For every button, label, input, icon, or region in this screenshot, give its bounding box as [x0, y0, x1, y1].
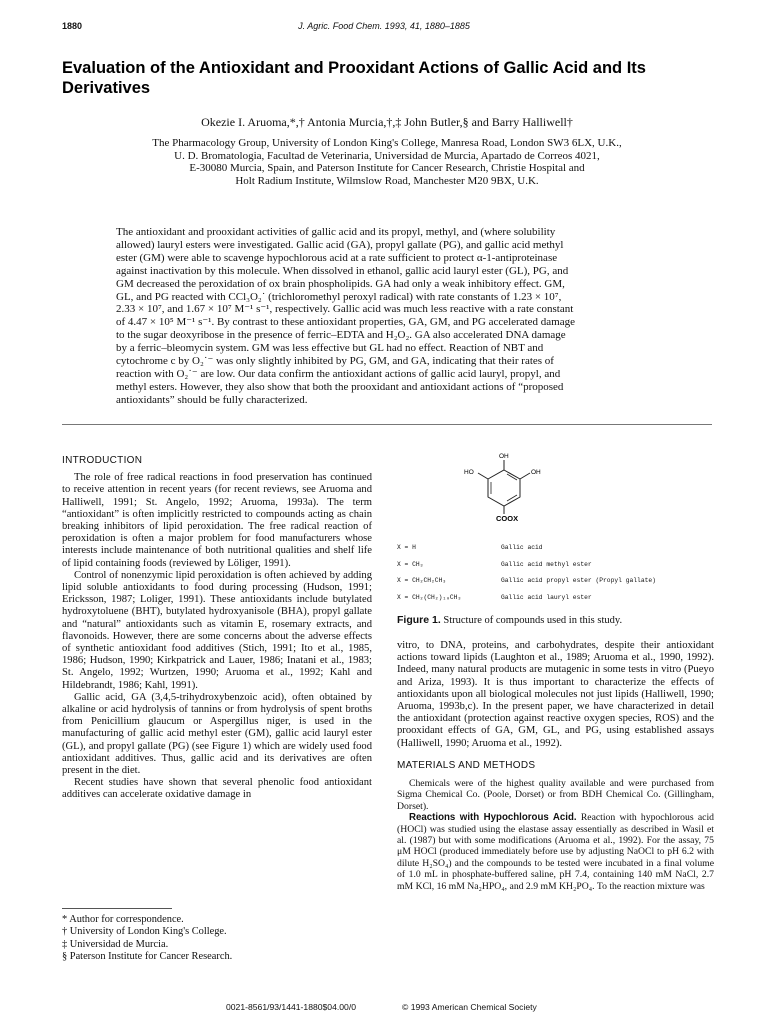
page-number: 1880: [62, 21, 83, 31]
substituent: X = H: [397, 544, 416, 551]
abstract-line: against inactivation by this molecule. When dissolved in ethanol, gallic acid lauryl ester (GL), PG, and: [116, 264, 569, 277]
footnote: ‡ Universidad de Murcia.: [62, 938, 169, 950]
gallic-acid-structure-diagram: [440, 450, 600, 530]
substituent: X = CH₂(CH₂)₁₀CH₃: [397, 593, 462, 601]
hocl-text: Reaction with hypochlorous acid (HOCl) was studied using the elastase assay essentially as described in Wasil et al. (1987) but with some modifications (Aruoma et al., 1992). For the assay, 75 μM HOCl (produced immediately before use by adjusting NaOCl to pH 6.2 with dilute H₂SO₄) and the compounds to be tested were incubated in a final volume of 1.0 mL in phosphate-buffered saline, pH 7.4, containing 140 mM NaCl, 2.7 mM KCl, 16 mM Na₂HPO₄, and 2.9 mM KH₂PO₄. To the reaction mixture was: [397, 812, 714, 892]
footnote: * Author for correspondence.: [62, 914, 184, 925]
journal-citation: J. Agric. Food Chem. 1993, 41, 1880–1885: [298, 21, 470, 31]
oh-top-label: OH: [499, 453, 509, 460]
abstract-line: to the sugar deoxyribose in the presence of ferric–EDTA and H₂O₂. GA also accelerated DNA damage: [116, 329, 566, 342]
article-title: Evaluation of the Antioxidant and Prooxidant Actions of Gallic Acid and Its Derivatives: [62, 59, 646, 97]
footnotes: [62, 914, 372, 964]
substituent: X = CH₂CH₂CH₃: [397, 577, 447, 584]
affiliation-line: The Pharmacology Group, University of London King's College, Manresa Road, London SW3 6LX, U.K.,: [152, 137, 622, 149]
intro-paragraph: Control of nonenzymic lipid peroxidation is often achieved by adding lipid soluble antioxidants to food during processing (Hudson, 1991; Ericksson, 1987; Loliger, 1991). These antioxidants include butylated hydroxytoluene (BHT), butylated hydroxyanisole (BHA), propyl gallate and “natural” antioxidants such as vitamin E, rosemary extracts, and flavonoids. However, there are some concerns about the adverse effects of synthetic antioxidant food additives (Stich, 1991; Ito et al., 1985, 1986; Hudson, 1990; Kirkpatrick and Lauer, 1986; Inatani et al., 1983; St. Angelo, 1992; Wurtzen, 1990; Aruoma et al., 1992; Kahl and Hildebrandt, 1986; Kahl, 1991).: [62, 569, 372, 691]
abstract-line: by a ferric–bleomycin system. GM was less effective but GL had no effect. Reaction of NBT and: [116, 342, 544, 355]
abstract-line: allowed) lauryl esters were investigated. Gallic acid (GA), propyl gallate (PG), and gallic acid methyl: [116, 238, 564, 251]
abstract-line: GM decreased the peroxidation of ox brain phospholipids. GA had only a weak inhibitory effect. GM,: [116, 277, 565, 290]
benzene-ring: [488, 470, 520, 506]
hocl-paragraph: [397, 812, 714, 892]
page-footer: [62, 1002, 712, 1014]
methods-heading: MATERIALS AND METHODS: [397, 759, 536, 771]
footnote-divider: [62, 908, 172, 909]
intro-paragraph: The role of free radical reactions in food preservation has continued to receive attention in recent years (for recent reviews, see Aruoma and Halliwell, 1991; St. Angelo, 1992; Aruoma, 1993a). The term “antioxidant” is often implicitly restricted to compounds acting as chain breaking inhibitors of lipid peroxidation. The free radical reaction of peroxidation is often a major problem for food manufacturers whose interests include maintenance of both nutritional qualities and shelf life of lipid containing foods (reviewed by Löliger, 1991).: [62, 472, 372, 569]
running-header: [62, 21, 706, 35]
compound-row: [397, 544, 727, 561]
compound-row: [397, 577, 727, 594]
figure-caption-text: Structure of compounds used in this study.: [443, 615, 623, 626]
right-column: [397, 640, 714, 892]
hocl-subheading: Reactions with Hypochlorous Acid.: [409, 812, 577, 824]
issn-code: 0021-8561/93/1441-1880$04.00/0: [226, 1002, 356, 1012]
footnote: § Paterson Institute for Cancer Research.: [62, 951, 233, 963]
compound-name: Gallic acid lauryl ester: [501, 593, 592, 601]
compound-row: [397, 594, 727, 611]
abstract-line: of 4.47 × 10⁵ M⁻¹ s⁻¹. By contrast to these antioxidant properties, GA, GM, and PG accelerated damage: [116, 316, 575, 329]
abstract-line: GL, and PG reacted with CCl₃O₂˙ (trichloromethyl peroxyl radical) with rate constants of 1.23 × 10⁷,: [116, 290, 562, 303]
compound-list: [397, 544, 727, 610]
abstract-line: 2.33 × 10⁷, and 1.67 × 10⁷ M⁻¹ s⁻¹, respectively. Gallic acid was much less reactive with a rate constant: [116, 303, 574, 316]
abstract: [116, 226, 656, 407]
abstract-line: The antioxidant and prooxidant activities of gallic acid and its propyl, methyl, and (where solubility: [116, 226, 556, 238]
compound-name: Gallic acid propyl ester (Propyl gallate): [501, 577, 656, 584]
section-divider: [62, 424, 712, 425]
abstract-line: reaction with O₂˙⁻ are low. Our data confirm the antioxidant actions of gallic acid lauryl, propyl, and: [116, 367, 561, 380]
footnote: † University of London King's College.: [62, 926, 227, 938]
introduction-heading: INTRODUCTION: [62, 455, 143, 466]
hydroxyl-bond-left: [478, 473, 488, 479]
affiliations: [62, 137, 712, 187]
figure-caption: [397, 614, 717, 626]
abstract-line: ester (GM) were able to scavenge hypochlorous acid at a rate sufficient to protect α-1-antiproteinase: [116, 251, 558, 264]
figure-label: Figure 1.: [397, 614, 441, 626]
abstract-line: methyl esters. However, they also show that both the prooxidant and antioxidant actions of “proposed: [116, 380, 564, 393]
compound-name: Gallic acid methyl ester: [501, 560, 592, 568]
chemicals-paragraph: Chemicals were of the highest quality available and were purchased from Sigma Chemical Co. (Poole, Dorset) or from BDH Chemical Co. (Gillingham, Dorset).: [397, 778, 714, 812]
hydroxyl-bond-right: [520, 473, 530, 479]
compound-name: Gallic acid: [501, 544, 543, 551]
copyright-notice: © 1993 American Chemical Society: [402, 1002, 537, 1012]
oh-right-label: OH: [531, 469, 541, 476]
compound-row: [397, 561, 727, 578]
intro-paragraph: Gallic acid, GA (3,4,5-trihydroxybenzoic acid), often obtained by alkaline or acid hydrolysis of tannins or from hydrolysis of spent broths from Penicillium glaucum or Aspergillus niger, is used in the manufacturing of gallic acid methyl ester (GM), gallic acid lauryl ester (GL), and propyl gallate (PG) (see Figure 1) which are widely used food antioxidant additives. Thus, gallic acid and its derivatives are often present in the diet.: [62, 691, 372, 777]
author-list: Okezie I. Aruoma,*,† Antonia Murcia,†,‡ John Butler,§ and Barry Halliwell†: [201, 115, 573, 129]
coox-label: COOX: [496, 514, 519, 523]
left-column: [62, 455, 372, 802]
affiliation-line: U. D. Bromatologia, Facultad de Veterinaria, Universidad de Murcia, Apartado de Correos 4021,: [174, 149, 600, 162]
substituent: X = CH₃: [397, 560, 424, 568]
intro-paragraph: Recent studies have shown that several phenolic food antioxidant additives can accelerate oxidative damage in: [62, 777, 372, 801]
intro-continuation: vitro, to DNA, proteins, and carbohydrates, despite their antioxidant actions toward lipids (Laughton et al., 1989; Aruoma et al., 1990, 1992). Indeed, many natural products are mutagenic in some tests in vitro (Pueyo and Ariza, 1993). It is thus important to characterize the effects of antioxidants upon all biological molecules not just lipids (Halliwell, 1990; Aruoma, 1993b,c). In the present paper, we have characterized in detail the antioxidant (protection against reactive oxygen species, ROS) and the prooxidant effects of GA, GM, GL, and PG, using established assays (Halliwell, 1990; Aruoma et al., 1992).: [397, 640, 714, 749]
abstract-line: cytochrome c by O₂˙⁻ was only slightly inhibited by PG, GM, and GA, indicating that their rates of: [116, 355, 554, 368]
ho-left-label: HO: [464, 469, 474, 476]
affiliation-line: E-30080 Murcia, Spain, and Paterson Institute for Cancer Research, Christie Hospital and: [189, 162, 585, 175]
abstract-line: antioxidants” should be fully characterized.: [116, 393, 308, 406]
affiliation-line: Holt Radium Institute, Wilmslow Road, Manchester M20 9BX, U.K.: [235, 174, 539, 187]
